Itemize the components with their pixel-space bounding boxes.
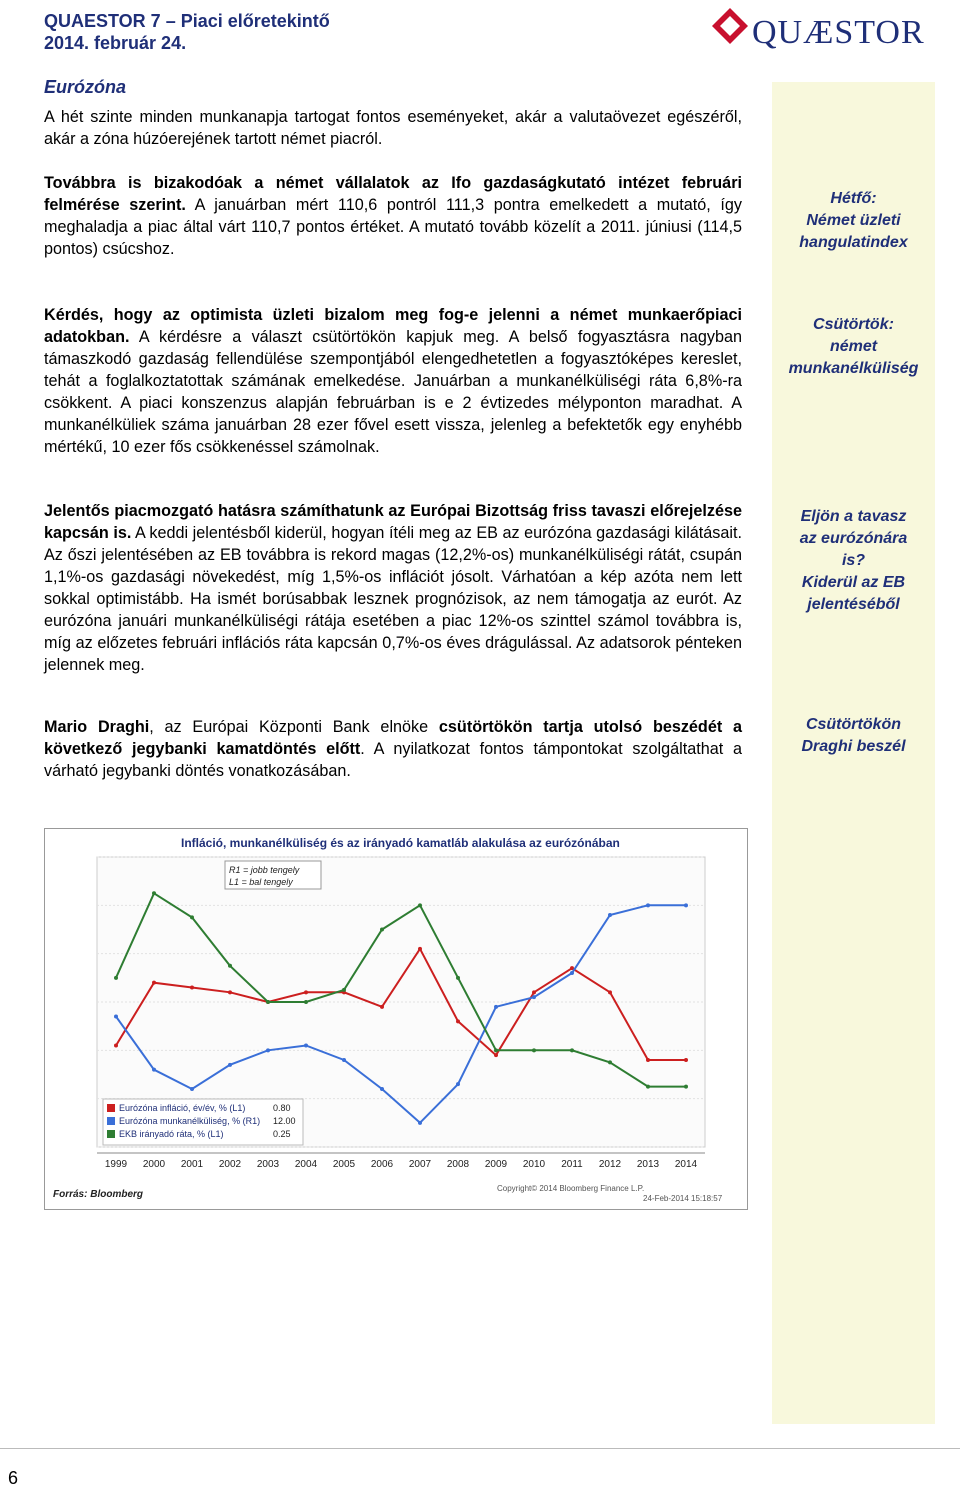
- x-tick-label: 2011: [561, 1159, 583, 1170]
- sidebar-note-draghi: [772, 714, 935, 758]
- quaestor-logo-icon: [708, 6, 752, 56]
- data-point: [532, 1048, 536, 1052]
- note-line: német: [829, 338, 878, 355]
- data-point: [342, 988, 346, 992]
- data-point: [152, 1068, 156, 1072]
- paragraph-ifo: [44, 172, 742, 260]
- data-point: [494, 1053, 498, 1057]
- legend-swatch: [107, 1104, 115, 1112]
- x-tick-label: 2014: [674, 1159, 698, 1170]
- data-point: [608, 913, 612, 917]
- note-line: Hétfő:: [830, 190, 877, 207]
- footer-rule: [0, 1448, 960, 1449]
- note-line: is?: [841, 552, 866, 569]
- data-point: [190, 915, 194, 919]
- data-point: [342, 1058, 346, 1062]
- x-tick-label: 2008: [446, 1159, 470, 1170]
- paragraph-text: , az Európai Központi Bank elnöke: [149, 718, 439, 736]
- note-line: munkanélküliség: [788, 360, 919, 377]
- note-line: Német üzleti: [806, 212, 901, 229]
- x-tick-label: 2002: [218, 1159, 242, 1170]
- x-tick-label: 2005: [332, 1159, 356, 1170]
- data-point: [152, 981, 156, 985]
- paragraph-labour: [44, 304, 742, 458]
- legend-swatch: [107, 1130, 115, 1138]
- data-point: [152, 891, 156, 895]
- paragraph-ec-forecast: [44, 500, 742, 676]
- quaestor-logo: [708, 6, 925, 56]
- data-point: [228, 1063, 232, 1067]
- legend-value: 0.80: [273, 1103, 291, 1113]
- sidebar-note-ec: [772, 506, 935, 616]
- paragraph-lead: Kérdés, hogy az optimista üzleti bizalom meg fog-e jelenni a német munkaerőpiaci adatokban.: [44, 306, 742, 346]
- x-tick-label: 2003: [256, 1159, 280, 1170]
- data-point: [304, 1000, 308, 1004]
- paragraph-lead: Jelentős piacmozgató hatásra számíthatunk az Európai Bizottság friss tavaszi előrejelzése kapcsán is.: [44, 502, 742, 542]
- header-title: QUAESTOR 7 – Piaci előretekintő: [44, 11, 330, 31]
- chart-svg: [45, 829, 747, 1209]
- data-point: [494, 1005, 498, 1009]
- paragraph-draghi: [44, 716, 742, 782]
- data-point: [608, 1060, 612, 1064]
- paragraph-text: A kérdésre a választ csütörtökön kapjuk meg. A belső fogyasztásra nagyban támaszkodó gazdaság fellendülése szempontjából elengedhetetlen a fogyasztóképes kereslet, tehát a foglalkoztatottak számának emelkedése. Januárban a munkanélküliségi ráta 6,8%-ra csökkent. A piaci konszenzus alapján februárban is e 2 évtizedes mélyponton maradhat. A munkanélküliek száma januárban 28 ezer fővel esett vissza, jelenleg a befektetők egy enyhébb mértékű, 10 ezer fős csökkenéssel számolnak.: [44, 328, 742, 456]
- data-point: [608, 990, 612, 994]
- data-point: [646, 1085, 650, 1089]
- paragraph-text: . A nyilatkozat fontos támpontokat szolgáltathat a várható jegybanki döntés vonatkozásában.: [44, 740, 742, 780]
- legend-label: Eurózóna munkanélküliség, % (R1): [119, 1116, 261, 1126]
- data-point: [646, 903, 650, 907]
- data-point: [380, 1087, 384, 1091]
- chart-copyright: Copyright© 2014 Bloomberg Finance L.P.: [497, 1184, 645, 1193]
- x-tick-label: 2009: [484, 1159, 508, 1170]
- data-point: [114, 976, 118, 980]
- data-point: [380, 1005, 384, 1009]
- data-point: [380, 928, 384, 932]
- x-tick-label: 2000: [142, 1159, 166, 1170]
- chart-figure: [44, 828, 748, 1210]
- x-tick-label: 2007: [408, 1159, 432, 1170]
- legend-swatch: [107, 1117, 115, 1125]
- x-tick-label: 2010: [522, 1159, 546, 1170]
- paragraph-text: A hét szinte minden munkanapja tartogat fontos eseményeket, akár a valutaövezet egészéről, akár a zóna húzóerejének tartott német piacról.: [44, 108, 742, 148]
- data-point: [190, 1087, 194, 1091]
- data-point: [684, 903, 688, 907]
- data-point: [456, 1019, 460, 1023]
- data-point: [228, 990, 232, 994]
- paragraph-text: A keddi jelentésből kiderül, hogyan ítéli meg az EB az eurózóna gazdasági kilátásait. Az őszi jelentésében az EB továbbra is rekord magas (12,2%-os) munkanélküliségi rátát, csupán 1,1%-os gazdasági növekedést, míg 1,5%-os inflációt jósolt. Várhatóan a kép azóta nem lett sokkal optimistább. Ha ismét borúsabbak lesznek prognózisok, az nem támogatja az eurót. Az eurózóna januári munkanélküliségi rátája esetében a piac 12%-os szinttel számol továbbra is, míg az előzetes februári inflációs ráta kapcsán 0,7%-os éves drágulással. Az adatsorok pénteken jelennek meg.: [44, 524, 742, 674]
- axis-note-l1: L1 = bal tengely: [229, 877, 293, 887]
- note-line: az eurózónára: [799, 530, 908, 547]
- data-point: [114, 1015, 118, 1019]
- data-point: [456, 976, 460, 980]
- data-point: [266, 1000, 270, 1004]
- x-tick-label: 2013: [636, 1159, 660, 1170]
- sidebar-note-ifo: [772, 188, 935, 254]
- data-point: [114, 1044, 118, 1048]
- data-point: [304, 990, 308, 994]
- logo-text: QUÆSTOR: [752, 14, 925, 51]
- data-point: [418, 947, 422, 951]
- x-tick-label: 2001: [180, 1159, 204, 1170]
- chart-source: Forrás: Bloomberg: [53, 1189, 144, 1200]
- data-point: [228, 964, 232, 968]
- x-tick-label: 2004: [294, 1159, 318, 1170]
- note-line: Csütörtökön: [805, 716, 902, 733]
- data-point: [190, 986, 194, 990]
- data-point: [532, 990, 536, 994]
- document-header: [44, 10, 330, 54]
- sidebar-notes: [772, 82, 935, 1424]
- data-point: [418, 903, 422, 907]
- data-point: [570, 971, 574, 975]
- note-line: Csütörtök:: [813, 316, 894, 333]
- data-point: [456, 1082, 460, 1086]
- legend-value: 0.25: [273, 1129, 291, 1139]
- data-point: [494, 1048, 498, 1052]
- paragraph-lead: Továbbra is bizakodóak a német vállalatok az Ifo gazdaságkutató intézet februári felmérése szerint.: [44, 174, 742, 214]
- note-line: jelentéséből: [807, 596, 900, 613]
- sidebar-note-unemployment: [772, 314, 935, 380]
- chart-timestamp: 24-Feb-2014 15:18:57: [643, 1194, 723, 1203]
- x-tick-label: 2006: [370, 1159, 394, 1170]
- paragraph-text: A januárban mért 110,6 pontról 111,3 pontra emelkedett a mutató, így meghaladja a piac által várt 110,7 pontos értéket. A mutató tovább közelít a 2011. júniusi (114,5 pontos) csúcshoz.: [44, 196, 742, 258]
- paragraph-lead: Mario Draghi: [44, 718, 150, 736]
- note-line: hangulatindex: [799, 234, 908, 251]
- page-number: 6: [8, 1468, 19, 1488]
- legend-value: 12.00: [273, 1116, 296, 1126]
- data-point: [304, 1044, 308, 1048]
- chart-title: Infláció, munkanélküliség és az irányadó kamatláb alakulása az eurózónában: [181, 836, 620, 850]
- data-point: [684, 1085, 688, 1089]
- data-point: [570, 1048, 574, 1052]
- x-tick-label: 1999: [104, 1159, 128, 1170]
- header-date: 2014. február 24.: [44, 33, 187, 53]
- section-title: Eurózóna: [44, 77, 127, 97]
- axis-note-r1: R1 = jobb tengely: [229, 865, 300, 875]
- note-line: Kiderül az EB: [801, 574, 906, 591]
- data-point: [646, 1058, 650, 1062]
- data-point: [684, 1058, 688, 1062]
- note-line: Eljön a tavasz: [800, 508, 907, 525]
- note-line: Draghi beszél: [801, 738, 906, 755]
- data-point: [266, 1048, 270, 1052]
- paragraph-intro: [44, 106, 742, 150]
- data-point: [418, 1121, 422, 1125]
- x-tick-label: 2012: [598, 1159, 622, 1170]
- legend-label: Eurózóna infláció, év/év, % (L1): [119, 1103, 246, 1113]
- paragraph-emphasis: csütörtökön tartja utolsó beszédét a következő jegybanki kamatdöntés előtt: [44, 718, 742, 758]
- legend-label: EKB irányadó ráta, % (L1): [119, 1129, 224, 1139]
- data-point: [532, 995, 536, 999]
